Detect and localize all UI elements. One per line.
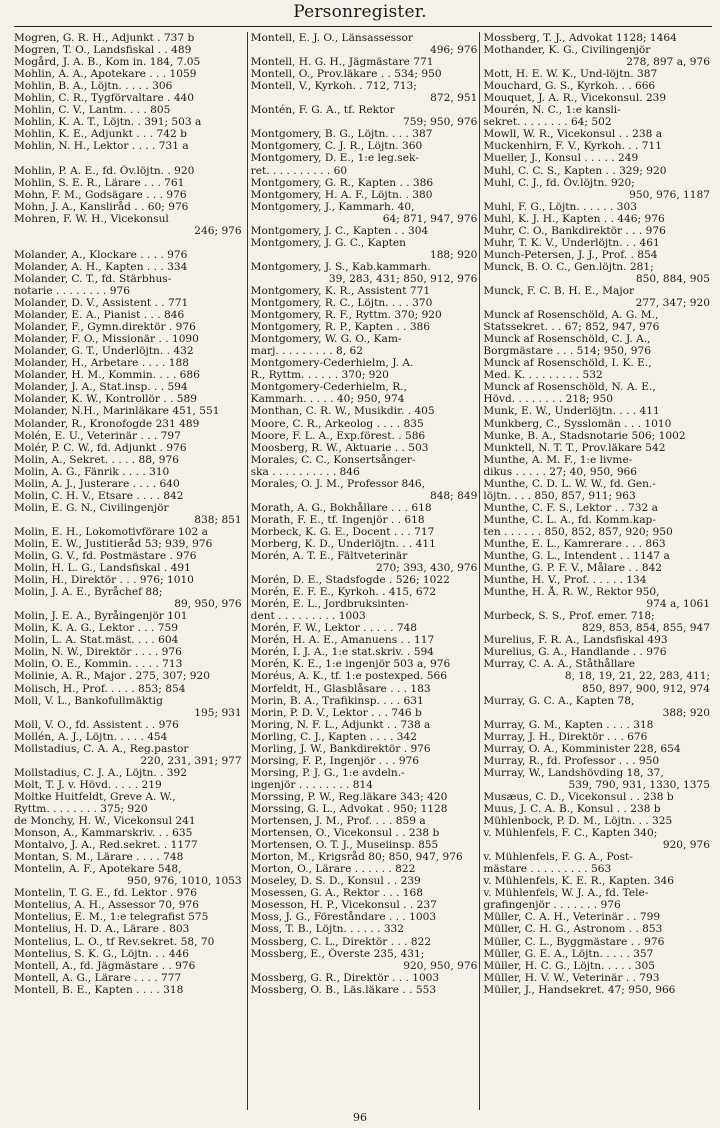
register-entry: Murray, R., fd. Professor . . . 950 [483, 754, 660, 767]
register-entry: Molin, A. G., Fänrik . . . . 310 [14, 465, 170, 478]
register-entry [14, 237, 244, 249]
register-entry: Montgomery, K. R., Assistent 771 [250, 284, 431, 297]
register-entry: Murelius, F. R. A., Landsfiskal 493 [483, 634, 668, 647]
register-entry: Müller, C. L., Byggmästare . . 976 [483, 935, 665, 948]
register-entry: Molander, G. T., Underlöjtn. . 432 [14, 345, 194, 358]
register-entry: Müller, H. C. G., Löjtn. . . . . 305 [483, 959, 655, 972]
register-entry: Muhl, C. C. S., Kapten . . 329; 920 [483, 164, 667, 177]
register-entry: Munck, F. C. B. H. E., Major [483, 284, 635, 297]
register-entry: Mohlin, K. E., Adjunkt . . . 742 b [14, 128, 187, 141]
register-entry: Mohlin, P. A. E., fd. Öv.löjtn. . 920 [14, 164, 195, 177]
register-entry: Molin, E. G. N., Civilingenjör [14, 501, 169, 514]
column-right [479, 32, 712, 1110]
register-entry: Mohlin, B. A., Löjtn. . . . . 306 [14, 80, 173, 93]
register-entry: Mossberg, G. R., Direktör . . . 1003 [250, 971, 440, 984]
register-entry: Montgomery, J., Kammarh. 40, [250, 200, 415, 213]
register-entry: Molén, E. U., Veterinär . . . 797 [14, 429, 181, 442]
register-entry: Munck af Rosenschöld, C. J. A., [483, 333, 651, 346]
register-entry: v. Mühlenfels, F. C., Kapten 340; [483, 827, 658, 840]
register-entry: Moring, N. F. L., Adjunkt . . 738 a [250, 718, 431, 731]
register-entry: Murray, G. C. A., Kapten 78, [483, 694, 635, 707]
register-entry: Mosesson, H. P., Vicekonsul . . 237 [250, 899, 437, 912]
register-entry: Molin, E. W., Justitieråd 53; 939, 976 [14, 537, 213, 550]
register-entry: 950, 976, 1010, 1053 [127, 875, 242, 888]
register-entry: Munthe, H. V., Prof. . . . . . 134 [483, 574, 647, 587]
page-title: Personregister. [293, 2, 427, 22]
register-entry: Muhr, C. O., Bankdirektör . . . 976 [483, 224, 666, 237]
register-entry: Montelin, A. F., Apotekare 548, [14, 863, 182, 876]
register-entry: Molander, N.H., Marinläkare 451, 551 [14, 405, 220, 418]
register-entry: Molander, A., Klockare . . . . 976 [14, 248, 188, 261]
register-entry: Molander, H., Arbetare . . . . 188 [14, 357, 189, 370]
register-entry: marj. . . . . . . . . 8, 62 [250, 345, 363, 358]
register-entry: Montgomery, D. E., 1:e leg.sek- [250, 152, 419, 165]
register-entry: Munk, E. W., Underlöjtn. . . . 411 [483, 405, 660, 418]
register-entry: Morén, A. T. E., Fältveterinär [250, 550, 408, 563]
register-entry: Munktell, N. T. T., Prov.läkare 542 [483, 441, 666, 454]
register-entry: Morling, C. J., Kapten . . . . 342 [250, 730, 417, 743]
register-entry: Mortensen, O. T. J., Museiinsp. 855 [250, 839, 439, 852]
register-entry: Morén, F. W., Lektor . . . . . 748 [250, 622, 418, 635]
register-entry: 850, 897, 900, 912, 974 [581, 682, 711, 695]
register-entry: Montgomery, J. G. C., Kapten [250, 236, 406, 249]
register-entry: Murray, W., Landshövding 18, 37, [483, 766, 664, 779]
register-entry: Montgomery, H. A. F., Löjtn. . 380 [250, 188, 433, 201]
register-entry: sekret. . . . . . . . 64; 502 [483, 116, 612, 129]
register-entry: Muus, J. C. A. B., Konsul . . 238 b [483, 803, 661, 815]
register-entry: Morén, E. L., Jordbruksinten- [250, 598, 409, 611]
register-entry: Morales, O. J. M., Professor 846, [250, 477, 426, 490]
register-entry: Hövd. . . . . . . . 218; 950 [483, 393, 613, 406]
register-entry: 246; 976 [194, 224, 242, 237]
register-entry: Munthe, G. P. F. V., Målare . . 842 [483, 562, 663, 575]
register-entry: 89, 950, 976 [174, 598, 242, 611]
register-entry: Montgomery, J. S., Kab.kammarh. [250, 260, 431, 273]
register-entry: 848; 849 [429, 489, 478, 502]
register-entry: Mourén, N. C., 1:e kansli- [483, 104, 621, 117]
register-entry: Morssing, G. L., Advokat . 950; 1128 [250, 803, 448, 815]
register-columns [14, 32, 712, 1110]
register-entry: Molin, A., Sekret. . . . . 88, 976 [14, 453, 179, 466]
register-entry: 838; 851 [194, 513, 242, 526]
register-entry: Moltke Huitfeldt, Greve A. W., [14, 790, 176, 803]
register-entry: Mollén, A. J., Löjtn. . . . . 454 [14, 730, 168, 743]
register-entry: v. Mühlenfels, W. J. A., fd. Tele- [483, 887, 649, 900]
register-entry: Morales, C. C., Konsertsånger- [250, 453, 416, 466]
register-entry: Montelius, E. M., 1:e telegrafist 575 [14, 911, 209, 924]
register-entry: Molisch, H., Prof. . . . . 853; 854 [14, 682, 186, 695]
register-entry: Molin, H. L. G., Landsfiskal . 491 [14, 562, 191, 575]
register-entry: Mogren, T. O., Landsfiskal . . 489 [14, 44, 192, 57]
register-entry: dikus . . . . . 27; 40, 950, 966 [483, 465, 638, 478]
register-entry: Morin, P. D. V., Lektor . . . 746 b [250, 706, 422, 719]
register-entry: Morfeldt, H., Glasblåsare . . . 183 [250, 682, 431, 695]
register-entry: Munch-Petersen, J. J., Prof. . 854 [483, 248, 658, 261]
register-entry: Morton, O., Lärare . . . . . . 822 [250, 863, 416, 876]
register-entry: Moréus, A. K., tf. 1:e postexped. 566 [250, 670, 447, 683]
register-entry: Muhl, K. J. H., Kapten . . 446; 976 [483, 212, 665, 225]
register-entry: Mossberg, T. J., Advokat 1128; 1464 [483, 32, 677, 44]
register-entry: Mohlin, N. H., Lektor . . . . 731 a [14, 140, 189, 153]
register-entry: Montell, V., Kyrkoh. . 712, 713; [250, 80, 417, 93]
register-entry: Montgomery-Cederhielm, R., [250, 381, 407, 394]
register-entry: Muhr, T. K. V., Underlöjtn. . . 461 [483, 236, 660, 249]
register-entry: Mowll, W. R., Vicekonsul . . 238 a [483, 128, 663, 141]
register-entry: Munthe, G. L., Intendent . . 1147 a [483, 550, 670, 563]
register-entry: Mollstadius, C. A. A., Reg.pastor [14, 742, 189, 755]
register-entry: v. Mühlenfels, F. G. A., Post- [483, 851, 633, 864]
register-entry: Müller, G. E. A., Löjtn. . . . . 357 [483, 947, 654, 960]
register-entry: 920, 976 [662, 839, 711, 852]
register-entry: Munthe, H. Å. R. W., Rektor 950, [483, 586, 660, 599]
register-entry: Molander, C. T., fd. Stärbhus- [14, 272, 172, 285]
register-entry: Moll, V. L., Bankofullmäktig [14, 694, 163, 707]
register-entry: 539, 790, 931, 1330, 1375 [568, 778, 711, 791]
register-entry: Mouchard, G. S., Kyrkoh. . . 666 [483, 80, 656, 93]
register-entry: ska . . . . . . . . . . 846 [250, 465, 360, 478]
register-entry: ingenjör . . . . . . . . 814 [250, 778, 373, 791]
register-entry: Munkberg, C., Sysslomän . . . 1010 [483, 417, 672, 430]
register-entry: Mortensen, J. M., Prof. . . . 859 a [250, 815, 426, 828]
register-entry: 278, 897 a, 976 [626, 56, 711, 69]
register-entry: Molér, P. C. W., fd. Adjunkt . 976 [14, 441, 187, 454]
register-entry: Munke, B. A., Stadsnotarie 506; 1002 [483, 429, 686, 442]
register-entry: Montgomery, C. J. R., Löjtn. 360 [250, 140, 423, 153]
register-entry: Montelius, A. H., Assessor 70, 976 [14, 899, 199, 912]
register-entry: Montalvo, J. A., Red.sekret. . 1177 [14, 839, 198, 852]
register-entry: Montgomery, G. R., Kapten . . 386 [250, 176, 434, 189]
register-entry: Murray, O. A., Komminister 228, 654 [483, 742, 681, 755]
register-entry: 188; 920 [429, 248, 478, 261]
register-entry: Montgomery, R. F., Ryttm. 370; 920 [250, 309, 442, 322]
register-entry: Mogård, J. A. B., Kom in. 184, 7.05 [14, 56, 201, 69]
register-entry: Montell, B. E., Kapten . . . . 318 [14, 983, 184, 996]
register-entry: Morath, A. G., Bokhållare . . . 618 [250, 501, 432, 514]
register-entry: Murray, C. A. A., Ståthållare [483, 658, 636, 671]
register-entry: 759; 950, 976 [403, 116, 478, 129]
register-entry: Munthe, C. F. S., Lektor . . 732 a [483, 501, 658, 514]
register-entry: Munck af Rosenschöld, N. A. E., [483, 381, 656, 394]
register-entry: Montgomery, W. G. O., Kam- [250, 333, 402, 346]
register-entry: Molinie, A. R., Major . 275, 307; 920 [14, 670, 211, 683]
header-rule [14, 26, 712, 27]
register-entry: Montelius, H. D. A., Lärare . 803 [14, 923, 190, 936]
register-entry: Montgomery, R. P., Kapten . . 386 [250, 321, 431, 334]
register-entry: Mosessen, G. A., Rektor . . . 168 [250, 887, 424, 900]
register-entry: Molin, O. E., Kommin. . . . . 713 [14, 658, 183, 671]
register-entry: 277, 347; 920 [635, 297, 711, 310]
register-entry: 64; 871, 947, 976 [382, 212, 478, 225]
register-entry: Molin, J. E. A., Byråingenjör 101 [14, 610, 188, 623]
register-entry: Molin, G. V., fd. Postmästare . 976 [14, 550, 197, 563]
register-entry: Muhl, C. J., fd. Öv.löjtn. 920; [483, 176, 635, 189]
register-entry: Molander, D. V., Assistent . . 771 [14, 297, 189, 310]
register-entry: notarie . . . . . . . . 976 [14, 284, 130, 297]
register-entry: Munck, B. O. C., Gen.löjtn. 281; [483, 260, 654, 273]
register-entry: grafingenjör . . . . . . . 976 [483, 899, 621, 912]
register-entry: de Monchy, H. W., Vicekonsul 241 [14, 815, 196, 828]
register-entry: Morsing, F. P., Ingenjör . . . 976 [250, 754, 420, 767]
register-entry: ret. . . . . . . . . . 60 [250, 164, 348, 177]
register-entry: Montell, E. J. O., Länsassessor [250, 32, 413, 44]
register-entry: dent . . . . . . . . . 1003 [250, 610, 366, 623]
register-entry: Moosberg, R. W., Aktuarie . . 503 [250, 441, 429, 454]
register-entry: Mohn, J. A., Kansliråd . . 60; 976 [14, 200, 189, 213]
register-entry: Murbeck, S. S., Prof. emer. 718; [483, 610, 655, 623]
register-entry: Borgmästare . . . 514; 950, 976 [483, 345, 651, 358]
register-entry: Murray, G. M., Kapten . . . . 318 [483, 718, 654, 731]
register-entry: Monthan, C. R. W., Musikdir. . 405 [250, 405, 435, 418]
register-entry: löjtn. . . . 850, 857, 911; 963 [483, 489, 636, 502]
register-entry: Mueller, J., Konsul . . . . . 249 [483, 152, 639, 165]
register-entry: 39, 283, 431; 850, 912, 976 [328, 272, 478, 285]
register-entry: Moll, V. O., fd. Assistent . . 976 [14, 718, 179, 731]
register-entry: Montell, O., Prov.läkare . . 534; 950 [250, 68, 442, 81]
register-entry: 195; 931 [194, 706, 242, 719]
register-entry: 850, 884, 905 [635, 272, 711, 285]
register-entry: 974 a, 1061 [646, 598, 711, 611]
register-entry: Morin, B. A., Trafikinsp. . . . 631 [250, 694, 424, 707]
register-entry: Molander, K. W., Kontrollör . . 589 [14, 393, 198, 406]
register-entry: Montgomery, R. C., Löjtn. . . . 370 [250, 297, 433, 310]
register-entry: Montén, F. G. A., tf. Rektor [250, 104, 395, 117]
register-entry: Moseley, D. S. D., Konsul . . 239 [250, 875, 421, 888]
register-entry: Morath, F. E., tf. Ingenjör . . 618 [250, 513, 425, 526]
register-entry: 829, 853, 854, 855, 947 [581, 622, 711, 635]
register-entry: Mohn, F. M., Godsägare . . . 976 [14, 188, 187, 201]
register-entry: Mohlin, K. A. T., Löjtn. . 391; 503 a [14, 116, 202, 129]
register-entry: Morberg, K. D., Underlöjtn. . . 411 [250, 537, 436, 550]
register-entry: Kammarh. . . . . 40; 950, 974 [250, 393, 405, 406]
register-entry: R., Ryttm. . . . . . 370; 920 [250, 369, 389, 382]
register-entry: Morén, K. E., 1:e ingenjör 503 a, 976 [250, 658, 451, 671]
register-entry: Murelius, G. A., Handlande . . 976 [483, 646, 667, 659]
register-entry: Munthe, E. L., Kamrerare . . . 863 [483, 537, 666, 550]
register-entry: 920, 950, 976 [403, 959, 478, 972]
column-left [14, 32, 247, 1110]
register-entry: 950, 976, 1187 [629, 188, 711, 201]
register-entry: Mortensen, O., Vicekonsul . . 238 b [250, 827, 440, 840]
register-entry: Mühlenbock, P. D. M., Löjtn. . . 325 [483, 815, 673, 828]
register-entry: Mohren, F. W. H., Vicekonsul [14, 212, 169, 225]
register-entry: Montelius, L. O., tf Rev.sekret. 58, 70 [14, 935, 215, 948]
register-entry: Müller, H. V. W., Veterinär . . 793 [483, 971, 660, 984]
register-entry: Mogren, G. R. H., Adjunkt . 737 b [14, 32, 195, 44]
register-entry: Mothander, K. G., Civilingenjör [483, 44, 651, 57]
register-entry: Montell, A. G., Lärare . . . . 777 [14, 971, 182, 984]
register-entry: Munthe, C. L. A., fd. Komm.kap- [483, 513, 656, 526]
register-entry: Montgomery, J. C., Kapten . . 304 [250, 224, 429, 237]
register-entry: Moore, C. R., Arkeolog . . . . 835 [250, 417, 424, 430]
register-entry: Morbeck, K. G. E., Docent . . . 717 [250, 525, 435, 538]
register-entry: Molander, F., Gymn.direktör . 976 [14, 321, 196, 334]
register-entry: Molander, A. H., Kapten . . . 334 [14, 260, 188, 273]
register-entry: Ryttm. . . . . . . . 375; 920 [14, 803, 148, 815]
register-entry: Mossberg, C. L., Direktör . . . 822 [250, 935, 432, 948]
register-entry: Molin, K. A. G., Lektor . . . 759 [14, 622, 178, 635]
register-entry: Montell, H. G. H., Jägmästare 771 [250, 56, 434, 69]
register-entry: Morton, M., Krigsråd 80; 850, 947, 976 [250, 851, 463, 864]
register-entry: Munck af Rosenschöld, A. G. M., [483, 309, 659, 322]
register-entry: Molin, E. H., Lokomotivförare 102 a [14, 525, 208, 538]
register-entry: Müller, C. A. H., Veterinär . . 799 [483, 911, 661, 924]
register-entry: Molin, L. A. Stat.mäst. . . . 604 [14, 634, 179, 647]
register-entry: Molander, J. A., Stat.insp. . . 594 [14, 381, 188, 394]
register-entry: Mossberg, O. B., Läs.läkare . . 553 [250, 983, 437, 996]
register-entry: Molin, N. W., Direktör . . . . 976 [14, 646, 182, 659]
register-entry: Muhl, F. G., Löjtn. . . . . . 303 [483, 200, 637, 213]
register-entry: Statssekret. . . 67; 852, 947, 976 [483, 321, 660, 334]
register-entry: Mouquet, J. A. R., Vicekonsul. 239 [483, 92, 667, 105]
register-entry: Molin, A. J., Justerare . . . . 640 [14, 477, 180, 490]
register-entry: Mohlin, S. E. R., Lärare . . . 761 [14, 176, 185, 189]
page-number: 96 [353, 1111, 367, 1124]
register-entry: Molin, C. H. V., Etsare . . . . 842 [14, 489, 184, 502]
register-entry [14, 152, 244, 164]
register-entry: Morsing, P. J. G., 1:e avdeln.- [250, 766, 405, 779]
column-middle [247, 32, 480, 1110]
register-entry: Molin, H., Direktör . . . 976; 1010 [14, 574, 194, 587]
register-entry: Munthe, A. M. F., 1:e livme- [483, 453, 633, 466]
register-entry: Molander, F. O., Missionär . . 1090 [14, 333, 199, 346]
register-entry: Morén, H. A. E., Amanuens . . 117 [250, 634, 435, 647]
register-entry: 220, 231, 391; 977 [140, 754, 242, 767]
register-entry: Munthe, C. D. L. W. W., fd. Gen.- [483, 477, 656, 490]
register-entry: Müller, C. H. G., Astronom . . 853 [483, 923, 663, 936]
register-entry: Moss, T. B., Löjtn. . . . . . 332 [250, 923, 405, 936]
register-entry: mästare . . . . . . . . . 563 [483, 863, 612, 876]
register-entry: 388; 920 [662, 706, 711, 719]
register-entry: 8, 18, 19, 21, 22, 283, 411; [564, 670, 711, 683]
register-entry: Murray, J. H., Direktör . . . 676 [483, 730, 648, 743]
register-entry: Montell, A., fd. Jägmästare . . 976 [14, 959, 196, 972]
register-entry: Molander, E. A., Pianist . . . 846 [14, 309, 185, 322]
register-entry: Mossberg, E., Överste 235, 431; [250, 947, 425, 960]
register-entry: Montgomery-Cederhielm, J. A. [250, 357, 414, 370]
register-entry: Müller, J., Handsekret. 47; 950, 966 [483, 983, 676, 996]
register-entry: Mollstadius, C. J. A., Löjtn. . 392 [14, 766, 188, 779]
register-entry: Montelin, T. G. E., fd. Lektor . 976 [14, 887, 197, 900]
register-entry: Morssing, P. W., Reg.läkare 343; 420 [250, 790, 448, 803]
register-entry: Molander, H. M., Kommin. . . . 686 [14, 369, 200, 382]
register-entry: Molt, T. J. v. Hövd. . . . . 219 [14, 778, 162, 791]
register-entry: Mott, H. E. W. K., Und-löjtn. 387 [483, 68, 658, 81]
register-entry: Morén, I. J. A., 1:e stat.skriv. . 594 [250, 646, 434, 659]
register-entry: Mohlin, C. R., Tygförvaltare . 440 [14, 92, 195, 105]
register-entry: Morén, E. F. E., Kyrkoh. . 415, 672 [250, 586, 437, 599]
register-entry: v. Mühlenfels, K. E. R., Kapten. 346 [483, 875, 675, 888]
register-entry: Monson, A., Kammarskriv. . . 635 [14, 827, 193, 840]
register-entry: Montgomery, B. G., Löjtn. . . . 387 [250, 128, 433, 141]
register-entry: Morling, J. W., Bankdirektör . 976 [250, 742, 431, 755]
register-entry: Moore, F. L. A., Exp.förest. . 586 [250, 429, 426, 442]
register-entry: 496; 976 [429, 44, 478, 57]
register-entry: Mohlin, A. A., Apotekare . . . 1059 [14, 68, 197, 81]
register-entry: Moss, J. G., Föreståndare . . . 1003 [250, 911, 437, 924]
register-entry: Montan, S. M., Lärare . . . . 748 [14, 851, 184, 864]
register-entry: Munck af Rosenschöld, I. K. E., [483, 357, 652, 370]
register-entry: Muckenhirn, F. V., Kyrkoh. . . 711 [483, 140, 662, 153]
register-entry: 270; 393, 430, 976 [376, 562, 478, 575]
register-entry: Molin, J. A. E., Byråchef 88; [14, 586, 163, 599]
register-entry: 872, 951 [430, 92, 478, 105]
register-entry: ten . . . . . . 850, 852, 857, 920; 950 [483, 525, 673, 538]
register-entry: Musæus, C. D., Vicekonsul . . 238 b [483, 790, 674, 803]
register-entry: Morén, D. E., Stadsfogde . 526; 1022 [250, 574, 450, 587]
register-entry: Montelius, S. K. G., Löjtn. . . 446 [14, 947, 189, 960]
register-entry: Mohlin, C. V., Lantm. . . . 805 [14, 104, 171, 117]
register-entry: Med. K. . . . . . . . . 532 [483, 369, 603, 382]
register-entry: Molander, R., Kronofogde 231 489 [14, 417, 200, 430]
